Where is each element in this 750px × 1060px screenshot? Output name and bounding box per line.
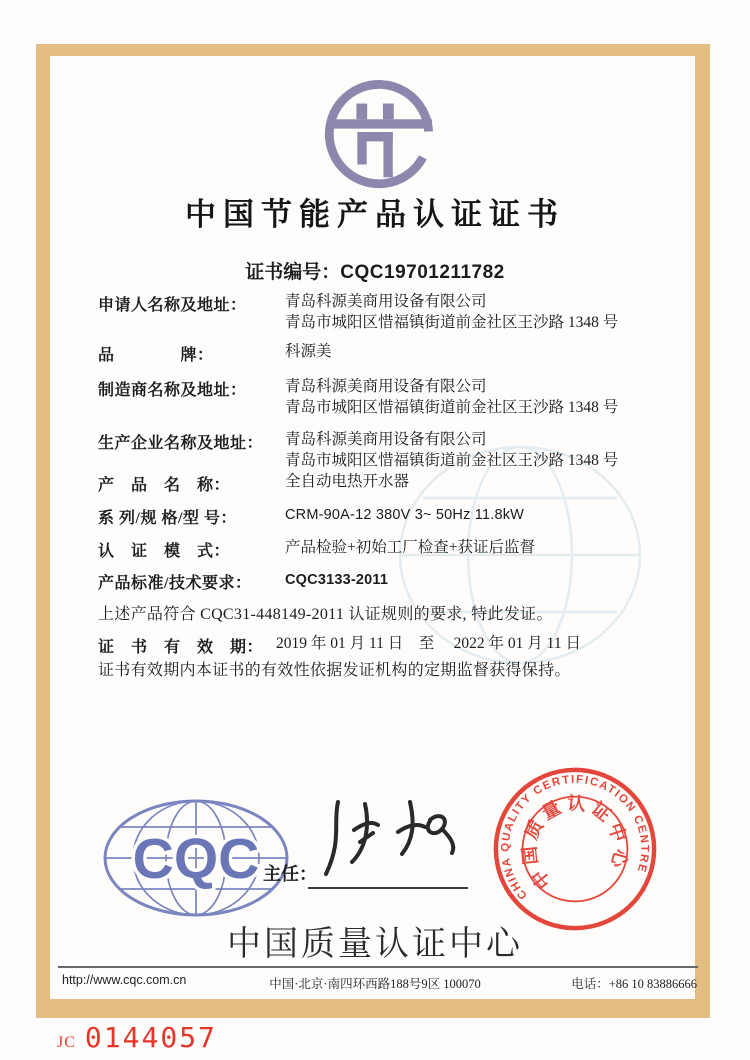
field-row-certification-mode <box>98 538 668 558</box>
field-label: 产品标准/技术要求： <box>98 575 252 592</box>
validity-dates: 2019 年 01 月 11 日 至 2022 年 01 月 11 日 <box>276 635 581 652</box>
certificate-number-line <box>0 257 750 284</box>
field-value-line: 青岛市城阳区惜福镇街道前金社区王沙路 1348 号 <box>285 451 619 469</box>
field-row-manufacturer <box>98 377 668 416</box>
field-row-standard <box>98 570 668 590</box>
field-label: 认 证 模 式： <box>98 543 231 560</box>
director-signature-icon <box>318 788 483 890</box>
field-label: 产 品 名 称： <box>98 477 231 494</box>
red-certification-stamp-icon <box>486 760 664 938</box>
stamp-ring-text: CHINA QUALITY CERTIFICATION CENTRE <box>499 773 651 902</box>
field-value-line: 青岛市城阳区惜福镇街道前金社区王沙路 1348 号 <box>285 398 619 416</box>
field-label: 生产企业名称及地址： <box>98 435 264 452</box>
director-label: 主任： <box>263 864 317 884</box>
stamp-inner-text: 中国质量认证中心 <box>518 792 633 894</box>
certificate-number: CQC19701211782 <box>340 262 505 283</box>
field-value-line: 青岛科源美商用设备有限公司 <box>285 431 487 448</box>
svg-text:CHINA QUALITY CERTIFICATION <box>486 760 657 904</box>
serial-prefix: JC <box>57 1034 76 1051</box>
field-row-product-name <box>98 472 668 492</box>
field-value-line: 科源美 <box>285 343 332 360</box>
certificate-title: 中国节能产品认证证书 <box>185 197 565 232</box>
footer-address: 中国·北京·南四环西路188号9区 100070 <box>269 977 481 991</box>
field-row-applicant <box>98 292 668 331</box>
field-value-line: CQC3133-2011 <box>285 572 389 588</box>
field-label: 证 书 有 效 期： <box>98 639 264 656</box>
field-row-brand <box>98 342 668 362</box>
field-value-line: 青岛科源美商用设备有限公司 <box>285 293 487 310</box>
field-label: 系 列/规 格/型 号： <box>98 510 237 527</box>
cqc-logo-text: CQC <box>132 827 260 891</box>
field-row-factory <box>98 430 668 469</box>
retention-note: 证书有效期内本证书的有效性依据发证机构的定期监督获得保持。 <box>98 662 571 679</box>
energy-saving-logo-icon <box>320 76 438 194</box>
conformity-statement: 上述产品符合 CQC31-448149-2011 认证规则的要求, 特此发证。 <box>98 606 553 623</box>
field-value-line: CRM-90A-12 380V 3~ 50Hz 11.8kW <box>285 507 525 523</box>
footer-phone: 电话：+86 10 83886666 <box>571 977 697 991</box>
footer-website: http://www.cqc.com.cn <box>62 973 187 987</box>
field-label: 申请人名称及地址： <box>98 297 247 314</box>
footer-divider <box>58 966 698 968</box>
field-value-line: 青岛市城阳区惜福镇街道前金社区王沙路 1348 号 <box>285 313 619 331</box>
field-row-model <box>98 505 668 525</box>
cqc-globe-icon <box>100 796 292 920</box>
field-label: 品 牌： <box>98 347 214 364</box>
field-label: 制造商名称及地址： <box>98 382 247 399</box>
serial-number <box>57 1021 217 1054</box>
field-value-line: 全自动电热开水器 <box>285 473 410 490</box>
issuer-name: 中国质量认证中心 <box>227 925 523 963</box>
field-value-line: 青岛科源美商用设备有限公司 <box>285 378 487 395</box>
field-row-validity <box>98 634 668 654</box>
serial-digits: 0144057 <box>84 1021 217 1054</box>
certificate-number-label: 证书编号： <box>245 262 341 283</box>
field-value-line: 产品检验+初始工厂检查+获证后监督 <box>285 539 535 556</box>
